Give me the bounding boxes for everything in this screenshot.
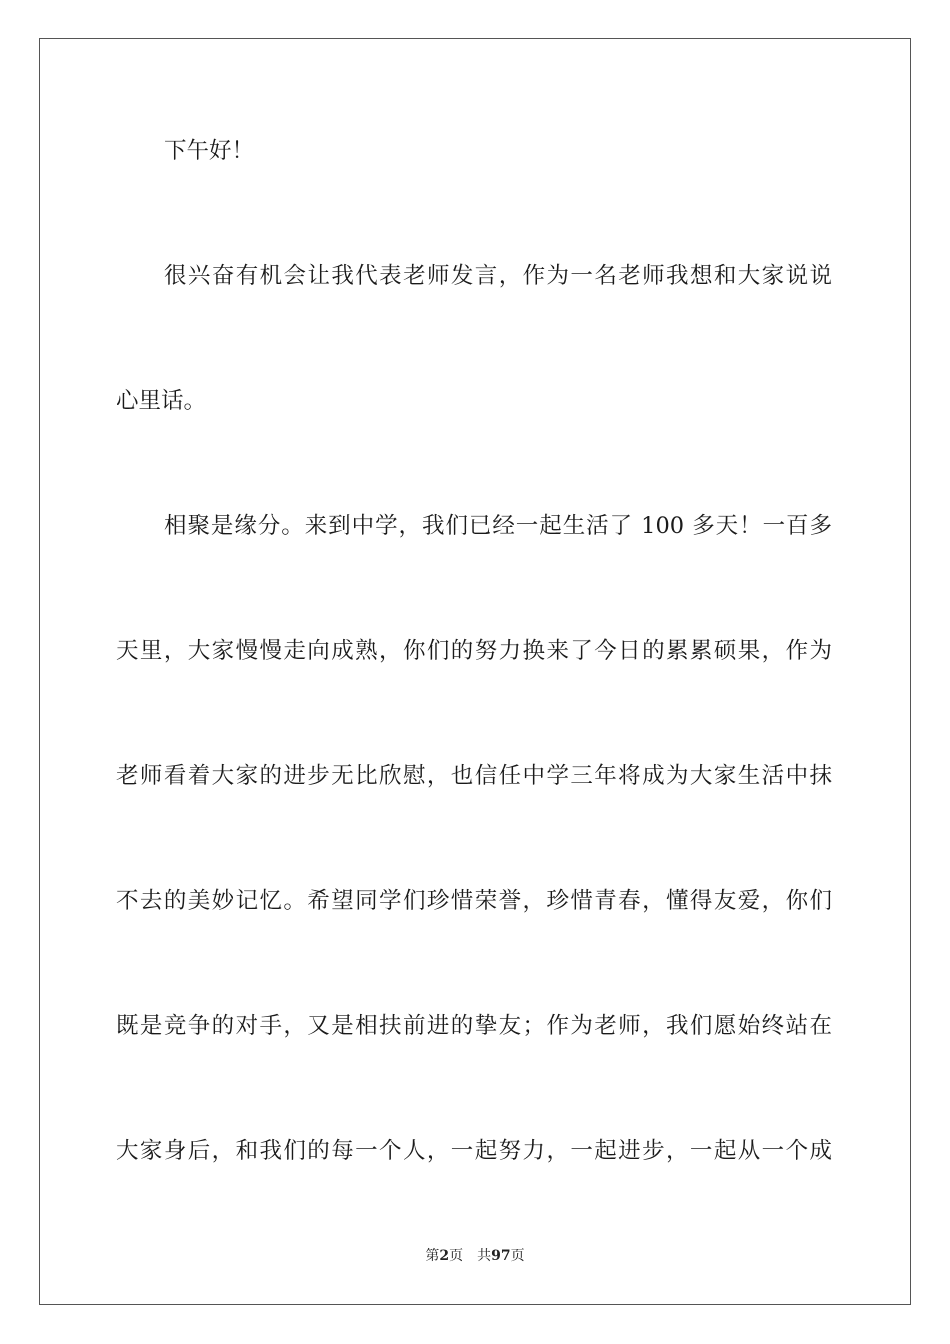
page-footer	[0, 1247, 950, 1265]
paragraph-2-line-5: 既是竞争的对手，又是相扶前进的挚友；作为老师，我们愿始终站在	[116, 1013, 832, 1039]
total-label-prefix: 共	[477, 1248, 492, 1264]
page-border	[39, 38, 911, 1305]
paragraph-2-line-4: 不去的美妙记忆。希望同学们珍惜荣誉，珍惜青春，懂得友爱，你们	[116, 888, 832, 914]
paragraph-1-line-1: 很兴奋有机会让我代表老师发言，作为一名老师我想和大家说说	[164, 263, 832, 289]
greeting-line: 下午好！	[164, 138, 255, 164]
total-pages: 97	[491, 1248, 511, 1264]
paragraph-2-line-3: 老师看着大家的进步无比欣慰，也信任中学三年将成为大家生活中抹	[116, 763, 832, 789]
paragraph-2-line-1: 相聚是缘分。来到中学，我们已经一起生活了 100 多天！一百多	[164, 513, 832, 539]
page-number: 2	[439, 1248, 450, 1264]
paragraph-2-line-6: 大家身后，和我们的每一个人，一起努力，一起进步，一起从一个成	[116, 1138, 832, 1164]
paragraph-1-line-2: 心里话。	[116, 388, 207, 414]
total-label-suffix: 页	[510, 1248, 525, 1264]
page-label-prefix: 第	[425, 1248, 440, 1264]
page-label-suffix: 页	[449, 1248, 464, 1264]
paragraph-2-line-2: 天里，大家慢慢走向成熟，你们的努力换来了今日的累累硕果，作为	[116, 638, 832, 664]
